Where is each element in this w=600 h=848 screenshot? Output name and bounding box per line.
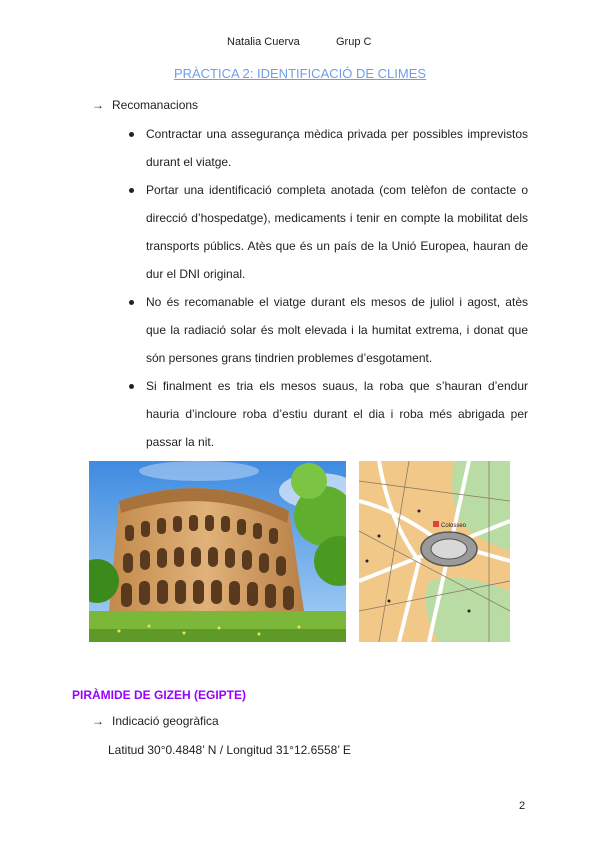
author-name: Natalia Cuerva <box>227 36 300 48</box>
map-label: Colosseo <box>441 523 467 529</box>
page-title: PRÀCTICA 2: IDENTIFICACIÓ DE CLIMES <box>173 66 427 81</box>
recommendations-heading <box>92 98 198 112</box>
group-name: Grup C <box>336 36 372 48</box>
page-number: 2 <box>519 800 526 812</box>
list-item: No és recomanable el viatge durant els mesos de juliol i agost, atès que la radiació solar és molt elevada i la humitat extrema, i donat que són persones grans tindrien problemes d’esgotament. <box>126 288 528 372</box>
colosseum-map <box>359 461 510 642</box>
arrow-icon: → <box>92 98 104 112</box>
geographic-heading-text: Indicació geogràfica <box>112 714 219 728</box>
list-item: Contractar una assegurança mèdica privada per possibles imprevistos durant el viatge. <box>126 120 528 176</box>
arrow-icon: → <box>92 714 104 728</box>
geographic-heading <box>92 714 219 728</box>
recommendations-heading-text: Recomanacions <box>112 98 199 112</box>
colosseum-photo <box>89 461 346 642</box>
list-item: Si finalment es tria els mesos suaus, la roba que s’hauran d’endur hauria d’incloure roba d’estiu durant el dia i roba més abrigada per passar la nit. <box>126 372 528 456</box>
section-title: PIRÀMIDE DE GIZEH (EGIPTE) <box>72 688 247 702</box>
recommendations-list <box>126 120 528 456</box>
list-item: Portar una identificació completa anotada (com telèfon de contacte o direcció d’hospedatge), medicaments i tenir en compte la mobilitat dels transports públics. Atès que és un país de la Unió Europea, hauran de dur el DNI original. <box>126 176 528 288</box>
coordinates-text: Latitud 30°0.4848’ N / Longitud 31°12.6558’ E <box>108 743 351 757</box>
